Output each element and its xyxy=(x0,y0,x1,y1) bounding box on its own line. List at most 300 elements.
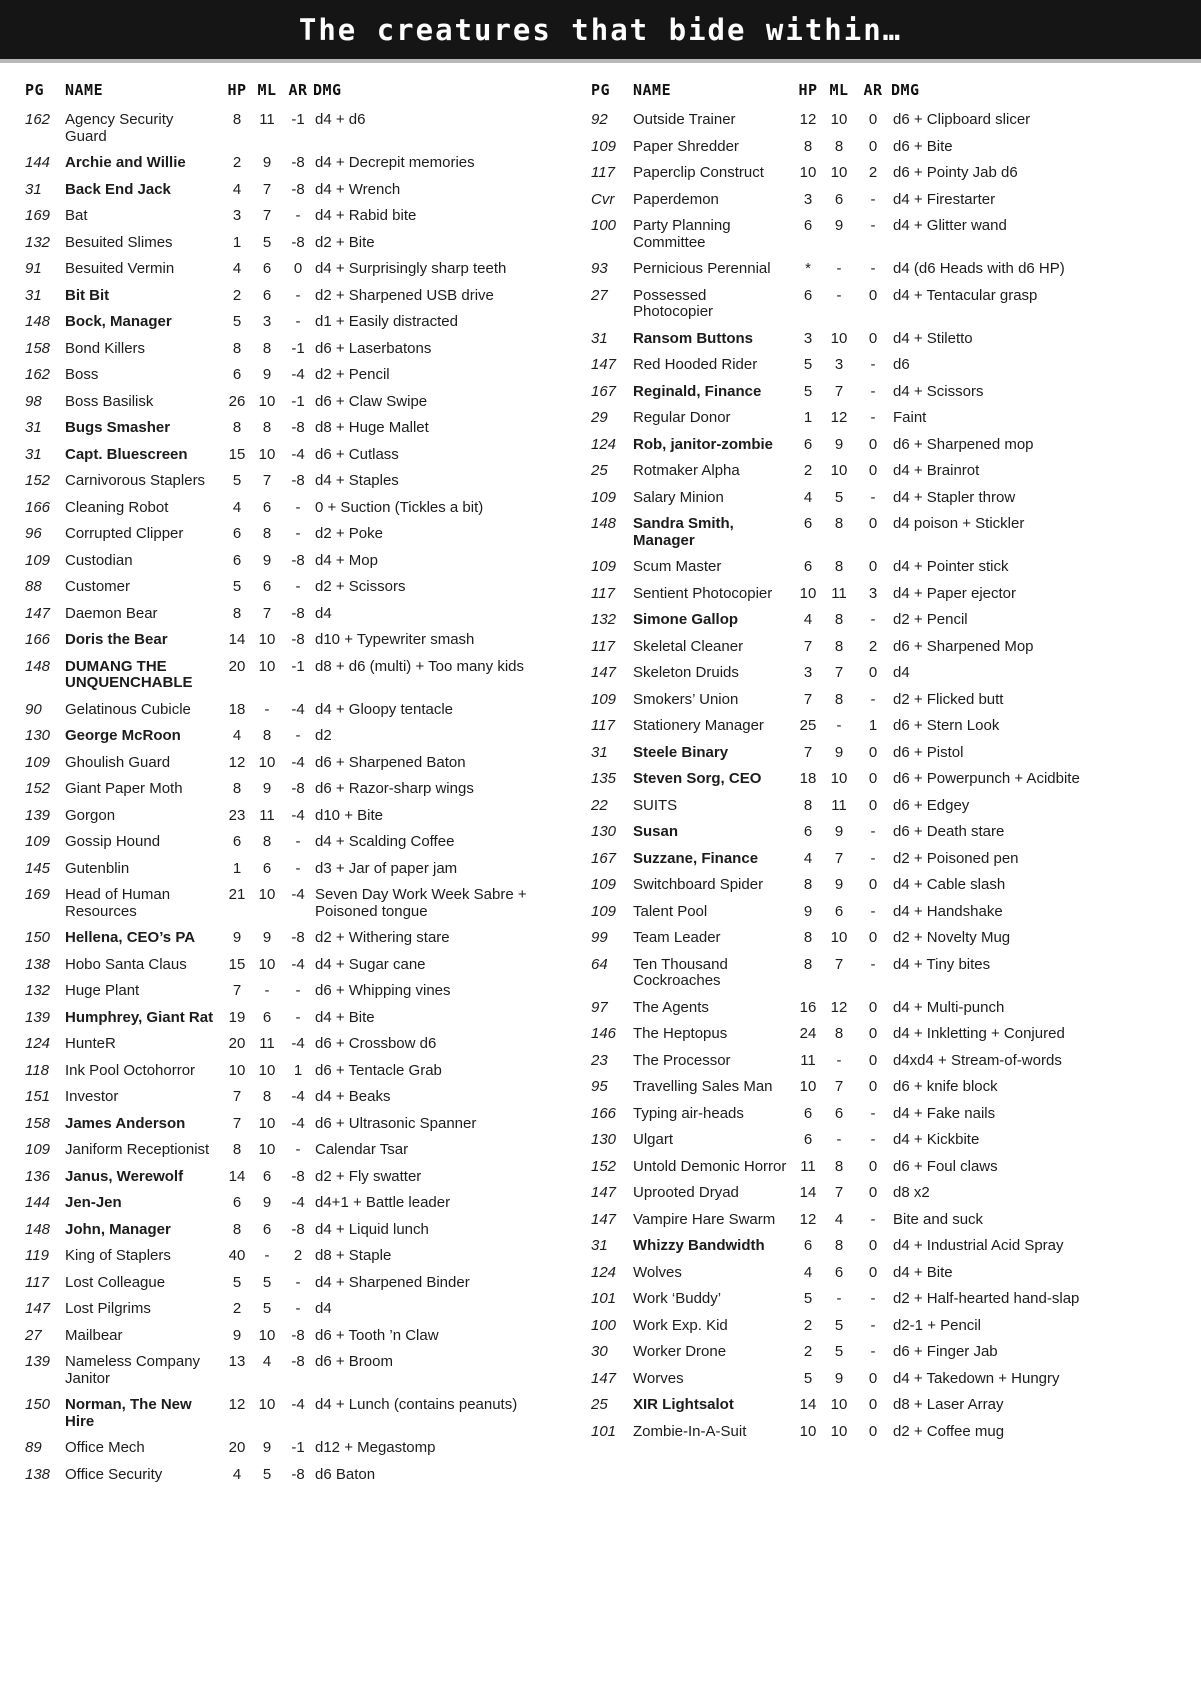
ml-value: 9 xyxy=(834,876,844,893)
creature-row xyxy=(591,798,1187,815)
creature-row xyxy=(25,1301,545,1318)
creature-name: Huge Plant xyxy=(65,982,140,999)
creature-name: Skeleton Druids xyxy=(633,664,739,681)
column-header-dmg: DMG xyxy=(313,81,342,99)
dmg-text: d1 + Easily distracted xyxy=(315,313,458,330)
dmg-text: d6 + Foul claws xyxy=(893,1157,998,1175)
ml-value: 4 xyxy=(834,1210,844,1228)
creature-row xyxy=(25,1089,545,1106)
ml-value: 3 xyxy=(262,313,272,330)
ml-value: 10 xyxy=(830,1422,848,1440)
ml-value: 8 xyxy=(834,1025,844,1042)
ar-value: 0 xyxy=(868,329,878,347)
dmg-text: d2 + Sharpened USB drive xyxy=(315,286,494,304)
hp-value: 4 xyxy=(803,1263,813,1281)
ml-value: 8 xyxy=(834,1157,844,1175)
creature-row xyxy=(25,1467,545,1484)
creature-name: Travelling Sales Man xyxy=(633,1078,773,1095)
creature-name: Typing air-heads xyxy=(633,1104,744,1122)
page-number: 166 xyxy=(25,631,51,648)
creature-row xyxy=(25,781,545,798)
dmg-text: d4 + Firestarter xyxy=(893,190,996,208)
hp-value: 8 xyxy=(232,419,242,436)
dmg-text: d4 + Glitter wand xyxy=(893,217,1007,234)
hp-value: 3 xyxy=(803,190,813,208)
creature-row xyxy=(591,112,1187,129)
ml-value: 8 xyxy=(834,637,844,655)
ar-value: 0 xyxy=(868,1025,878,1042)
creature-table-right xyxy=(591,81,1187,1493)
hp-value: 18 xyxy=(228,700,246,718)
dmg-text: d12 + Megastomp xyxy=(315,1439,436,1456)
dmg-text: d4 + Rabid bite xyxy=(315,207,417,224)
ar-value: - xyxy=(870,488,876,506)
page-number: 109 xyxy=(591,558,617,575)
ar-value: 0 xyxy=(868,515,878,532)
creature-row xyxy=(25,526,545,543)
hp-value: 2 xyxy=(803,1316,813,1334)
ml-value: 6 xyxy=(834,1104,844,1122)
creature-name: The Processor xyxy=(633,1051,731,1069)
creature-name: The Agents xyxy=(633,998,709,1016)
ml-value: 8 xyxy=(834,690,844,708)
ar-value: - xyxy=(870,356,876,373)
page-number: 166 xyxy=(25,498,51,516)
hp-value: 23 xyxy=(228,806,246,824)
hp-value: 2 xyxy=(803,462,813,479)
ml-value: - xyxy=(836,260,842,277)
page-number: 100 xyxy=(591,1316,617,1334)
page-number: 132 xyxy=(25,982,51,999)
dmg-text: d2 + Bite xyxy=(315,233,375,251)
creature-row xyxy=(591,559,1187,576)
hp-value: 25 xyxy=(799,717,817,734)
ar-value: 0 xyxy=(868,462,878,479)
creature-row xyxy=(25,112,545,145)
creature-name: Sentient Photocopier xyxy=(633,584,773,602)
ar-value: - xyxy=(295,578,301,595)
ml-value: 9 xyxy=(262,366,272,383)
page-number: 148 xyxy=(25,657,51,675)
ar-value: -8 xyxy=(291,1167,305,1185)
hp-value: 10 xyxy=(799,1078,817,1095)
ml-value: 9 xyxy=(262,929,272,946)
creature-name: Ink Pool Octohorror xyxy=(65,1061,196,1079)
ar-value: -8 xyxy=(291,419,305,436)
ar-value: 0 xyxy=(868,743,878,761)
ar-value: -4 xyxy=(291,1194,305,1211)
hp-value: 5 xyxy=(232,578,242,595)
page-number: 152 xyxy=(25,780,51,797)
creature-name: Daemon Bear xyxy=(65,604,158,622)
hp-value: 6 xyxy=(803,286,813,304)
table-body-right xyxy=(591,112,1187,1440)
dmg-text: d4 + Beaks xyxy=(315,1088,391,1105)
ar-value: - xyxy=(295,1141,301,1158)
creature-name: Jen-Jen xyxy=(65,1194,122,1211)
creature-row xyxy=(591,771,1187,788)
ml-value: 5 xyxy=(834,1343,844,1360)
creature-name: Bock, Manager xyxy=(65,313,172,330)
dmg-text: d4+1 + Battle leader xyxy=(315,1194,451,1211)
dmg-text: d3 + Jar of paper jam xyxy=(315,859,458,877)
ml-value: 6 xyxy=(262,578,272,595)
dmg-text: d8 + Laser Array xyxy=(893,1396,1004,1413)
creature-row xyxy=(25,1063,545,1080)
hp-value: 4 xyxy=(803,611,813,628)
dmg-text: d2 + Withering stare xyxy=(315,929,450,946)
ar-value: -8 xyxy=(291,780,305,797)
creature-row xyxy=(25,1142,545,1159)
ml-value: 9 xyxy=(834,1369,844,1387)
creature-name: Steven Sorg, CEO xyxy=(633,770,762,787)
dmg-text: d6 + knife block xyxy=(893,1078,998,1095)
creature-row xyxy=(591,384,1187,401)
hp-value: 5 xyxy=(232,313,242,330)
dmg-text: d4 + Industrial Acid Spray xyxy=(893,1237,1064,1254)
dmg-text: d4 + Scissors xyxy=(893,382,984,400)
dmg-text: d4 + Paper ejector xyxy=(893,584,1016,602)
ml-value: 10 xyxy=(258,1061,276,1079)
creature-row xyxy=(25,182,545,199)
creature-row xyxy=(591,288,1187,321)
dmg-text: d4 + Staples xyxy=(315,472,399,489)
ml-value: 8 xyxy=(834,137,844,155)
ar-value: - xyxy=(870,690,876,708)
page-number: 119 xyxy=(25,1247,49,1264)
dmg-text: Calendar Tsar xyxy=(315,1141,409,1158)
ml-value: 8 xyxy=(262,339,272,357)
ml-value: 7 xyxy=(262,472,272,489)
dmg-text: d4 + Tentacular grasp xyxy=(893,286,1038,304)
ar-value: -1 xyxy=(291,657,305,675)
creature-name: Bat xyxy=(65,207,88,224)
ar-value: - xyxy=(870,382,876,400)
page-number: 118 xyxy=(25,1061,49,1079)
dmg-text: d4 + Gloopy tentacle xyxy=(315,700,454,718)
dmg-text: d6 + Razor-sharp wings xyxy=(315,780,474,797)
creature-row xyxy=(591,218,1187,251)
ml-value: 7 xyxy=(262,207,272,224)
ml-value: 10 xyxy=(830,111,848,128)
creature-row xyxy=(591,1265,1187,1282)
creature-name: Capt. Bluescreen xyxy=(65,445,188,463)
hp-value: 7 xyxy=(803,743,813,761)
creature-row xyxy=(591,1371,1187,1388)
hp-value: 11 xyxy=(800,1051,816,1069)
creature-name: Suzzane, Finance xyxy=(633,849,759,867)
creature-name: John, Manager xyxy=(65,1220,171,1238)
creature-row xyxy=(25,632,545,649)
ml-value: 7 xyxy=(262,180,272,198)
hp-value: 6 xyxy=(803,1104,813,1122)
creature-row xyxy=(591,851,1187,868)
ml-value: - xyxy=(836,1290,842,1307)
hp-value: 13 xyxy=(228,1353,246,1370)
ml-value: 10 xyxy=(258,1114,276,1132)
dmg-text: d2 + Pencil xyxy=(315,366,390,383)
dmg-text: d2 + Pencil xyxy=(893,611,968,628)
ar-value: 2 xyxy=(868,637,878,655)
creature-name: Smokers’ Union xyxy=(633,690,739,708)
page-number: 109 xyxy=(591,488,617,506)
page-number: 31 xyxy=(591,1237,608,1254)
creature-row xyxy=(591,1291,1187,1308)
page-number: 147 xyxy=(591,1184,617,1201)
creature-row xyxy=(591,410,1187,427)
hp-value: 3 xyxy=(803,329,813,347)
dmg-text: d2 + Coffee mug xyxy=(893,1422,1005,1440)
ml-value: 10 xyxy=(258,1326,276,1344)
page-number: 145 xyxy=(25,859,51,877)
ar-value: -4 xyxy=(291,445,305,463)
creature-name: Back End Jack xyxy=(65,180,171,198)
hp-value: * xyxy=(805,260,811,277)
page-number: 146 xyxy=(591,1025,617,1042)
ml-value: 12 xyxy=(830,998,848,1016)
dmg-text: d4 + Surprisingly sharp teeth xyxy=(315,260,507,277)
column-header-hp: HP xyxy=(798,81,818,99)
hp-value: 4 xyxy=(232,180,242,198)
creature-name: Custodian xyxy=(65,551,133,569)
creature-name: Carnivorous Staplers xyxy=(65,472,206,489)
column-header-name: NAME xyxy=(633,81,672,99)
ml-value: 7 xyxy=(834,1078,844,1095)
page-number: 124 xyxy=(591,435,617,453)
creature-name: Uprooted Dryad xyxy=(633,1184,739,1201)
dmg-text: d6 + Finger Jab xyxy=(893,1343,998,1360)
ml-value: 7 xyxy=(262,604,272,622)
page-number: 109 xyxy=(591,137,617,155)
page-number: 29 xyxy=(591,409,608,426)
dmg-text: d8 + d6 (multi) + Too many kids xyxy=(315,657,524,675)
hp-value: 12 xyxy=(228,1396,246,1413)
dmg-text: d4 + Sugar cane xyxy=(315,955,426,973)
page-number: 90 xyxy=(25,700,42,718)
page-number: 92 xyxy=(591,111,608,128)
ml-value: 5 xyxy=(834,488,844,506)
hp-value: 1 xyxy=(232,233,242,251)
ar-value: -4 xyxy=(291,886,305,903)
hp-value: 16 xyxy=(799,998,817,1016)
page-number: 130 xyxy=(591,1131,617,1148)
ml-value: 6 xyxy=(834,1263,844,1281)
ml-value: 6 xyxy=(834,190,844,208)
ml-value: 10 xyxy=(258,1396,276,1413)
dmg-text: d4 + Bite xyxy=(893,1263,953,1281)
ar-value: - xyxy=(870,1210,876,1228)
hp-value: 8 xyxy=(803,955,813,973)
creature-name: Paperclip Construct xyxy=(633,164,764,181)
dmg-text: d4 + Bite xyxy=(315,1008,375,1026)
creature-row xyxy=(25,1036,545,1053)
creature-row xyxy=(591,1106,1187,1123)
creature-name: Office Mech xyxy=(65,1439,145,1456)
creature-name: Nameless Company Janitor xyxy=(65,1353,201,1387)
ml-value: 10 xyxy=(830,770,848,787)
ml-value: - xyxy=(836,286,842,304)
creature-name: Gelatinous Cubicle xyxy=(65,700,191,718)
hp-value: 8 xyxy=(232,111,242,128)
hp-value: 18 xyxy=(799,770,817,787)
ar-value: - xyxy=(870,955,876,973)
creature-row xyxy=(25,728,545,745)
dmg-text: d6 + Whipping vines xyxy=(315,982,451,999)
dmg-text: d4 + Sharpened Binder xyxy=(315,1273,470,1291)
page-number: 27 xyxy=(591,286,608,304)
dmg-text: d4 + Liquid lunch xyxy=(315,1220,429,1238)
page-number: 138 xyxy=(25,1465,51,1483)
dmg-text: d6 xyxy=(893,356,910,373)
ar-value: -8 xyxy=(291,1353,305,1370)
creature-row xyxy=(591,1238,1187,1255)
dmg-text: d4 xyxy=(315,1300,332,1317)
creature-name: Stationery Manager xyxy=(633,717,764,734)
creature-name: Rob, janitor-zombie xyxy=(633,435,773,453)
creature-row xyxy=(25,314,545,331)
creature-name: Work Exp. Kid xyxy=(633,1316,728,1334)
ml-value: 6 xyxy=(834,902,844,920)
page-number: 31 xyxy=(591,743,608,761)
hp-value: 10 xyxy=(799,164,817,181)
hp-value: 2 xyxy=(232,154,242,171)
ml-value: 8 xyxy=(262,525,272,542)
creature-name: Bond Killers xyxy=(65,339,146,357)
ar-value: -8 xyxy=(291,233,305,251)
ml-value: 8 xyxy=(262,1088,272,1105)
creature-row xyxy=(591,165,1187,182)
dmg-text: d10 + Bite xyxy=(315,806,383,824)
creature-name: Whizzy Bandwidth xyxy=(633,1237,765,1254)
ar-value: - xyxy=(870,260,876,277)
creature-row xyxy=(25,1116,545,1133)
ar-value: 0 xyxy=(868,796,878,814)
creature-row xyxy=(591,877,1187,894)
creature-row xyxy=(25,1354,545,1387)
creature-row xyxy=(591,1212,1187,1229)
ar-value: - xyxy=(870,849,876,867)
ml-value: 11 xyxy=(259,1035,275,1052)
creature-row xyxy=(25,755,545,772)
ar-value: -8 xyxy=(291,929,305,946)
dmg-text: d6 + Bite xyxy=(893,137,953,155)
dmg-text: d6 + Tooth ’n Claw xyxy=(315,1326,439,1344)
ml-value: 9 xyxy=(262,154,272,171)
creature-row xyxy=(25,367,545,384)
creature-name: Giant Paper Moth xyxy=(65,780,183,797)
creature-name: Corrupted Clipper xyxy=(65,525,184,542)
ml-value: 8 xyxy=(262,727,272,744)
page-number: 91 xyxy=(25,260,42,277)
ar-value: 0 xyxy=(868,1051,878,1069)
ar-value: -8 xyxy=(291,154,305,171)
page-number: 101 xyxy=(591,1422,617,1440)
page-number: 109 xyxy=(591,902,617,920)
hp-value: 2 xyxy=(232,1300,242,1317)
hp-value: 19 xyxy=(228,1008,246,1026)
creature-row xyxy=(25,394,545,411)
creature-name: Sandra Smith, Manager xyxy=(633,515,734,549)
hp-value: 10 xyxy=(228,1061,246,1079)
creature-row xyxy=(25,1222,545,1239)
ar-value: 0 xyxy=(293,260,303,277)
table-body-left xyxy=(25,112,545,1483)
creature-name: Salary Minion xyxy=(633,488,724,506)
page-number: 144 xyxy=(25,154,51,171)
ar-value: 0 xyxy=(868,1369,878,1387)
ar-value: -4 xyxy=(291,1088,305,1105)
creature-row xyxy=(25,500,545,517)
page-number: 23 xyxy=(591,1051,608,1069)
ar-value: -8 xyxy=(291,631,305,648)
ar-value: 0 xyxy=(868,435,878,453)
hp-value: 15 xyxy=(228,955,246,973)
hp-value: 6 xyxy=(803,217,813,234)
hp-value: 5 xyxy=(803,356,813,373)
page-number: 150 xyxy=(25,1396,51,1413)
page-number: 101 xyxy=(591,1290,617,1307)
page-number: 169 xyxy=(25,886,51,903)
hp-value: 8 xyxy=(232,1220,242,1238)
dmg-text: d6 + Laserbatons xyxy=(315,339,432,357)
ar-value: -4 xyxy=(291,700,305,718)
ml-value: 3 xyxy=(834,356,844,373)
hp-value: 8 xyxy=(803,929,813,946)
column-header-dmg: DMG xyxy=(891,81,920,99)
creature-row xyxy=(25,957,545,974)
creature-row xyxy=(25,1397,545,1430)
hp-value: 8 xyxy=(232,604,242,622)
ml-value: 10 xyxy=(830,462,848,479)
ar-value: - xyxy=(295,207,301,224)
ml-value: - xyxy=(836,717,842,734)
dmg-text: d6 + Pistol xyxy=(893,743,964,761)
creature-row xyxy=(591,331,1187,348)
creature-row xyxy=(591,1132,1187,1149)
creature-name: Work ‘Buddy’ xyxy=(633,1290,722,1307)
hp-value: 40 xyxy=(228,1247,246,1264)
column-header-ml: ML xyxy=(257,81,277,99)
ar-value: - xyxy=(295,313,301,330)
page-number: 151 xyxy=(25,1088,51,1105)
dmg-text: d6 + Tentacle Grab xyxy=(315,1061,442,1079)
dmg-text: d4 + Inkletting + Conjured xyxy=(893,1025,1065,1042)
column-header-name: NAME xyxy=(65,81,104,99)
dmg-text: d2 + Poke xyxy=(315,525,383,542)
ar-value: -8 xyxy=(291,180,305,198)
page-number: 109 xyxy=(25,833,51,850)
hp-value: 21 xyxy=(228,886,246,903)
creature-name: George McRoon xyxy=(65,727,181,744)
hp-value: 9 xyxy=(232,1326,242,1344)
creature-name: Vampire Hare Swarm xyxy=(633,1210,776,1228)
page-number: 147 xyxy=(591,356,617,373)
ar-value: - xyxy=(295,1300,301,1317)
creature-row xyxy=(591,612,1187,629)
page-number: 109 xyxy=(591,690,617,708)
ml-value: 11 xyxy=(259,111,275,128)
ml-value: - xyxy=(836,1051,842,1069)
ml-value: 11 xyxy=(259,806,275,824)
hp-value: 9 xyxy=(232,929,242,946)
creature-name: XIR Lightsalot xyxy=(633,1396,734,1413)
ar-value: 0 xyxy=(868,1237,878,1254)
hp-value: 8 xyxy=(803,876,813,893)
creature-name: Humphrey, Giant Rat xyxy=(65,1008,214,1026)
dmg-text: d4 xyxy=(315,604,332,622)
ar-value: - xyxy=(870,1343,876,1360)
page-number: 31 xyxy=(25,419,42,436)
